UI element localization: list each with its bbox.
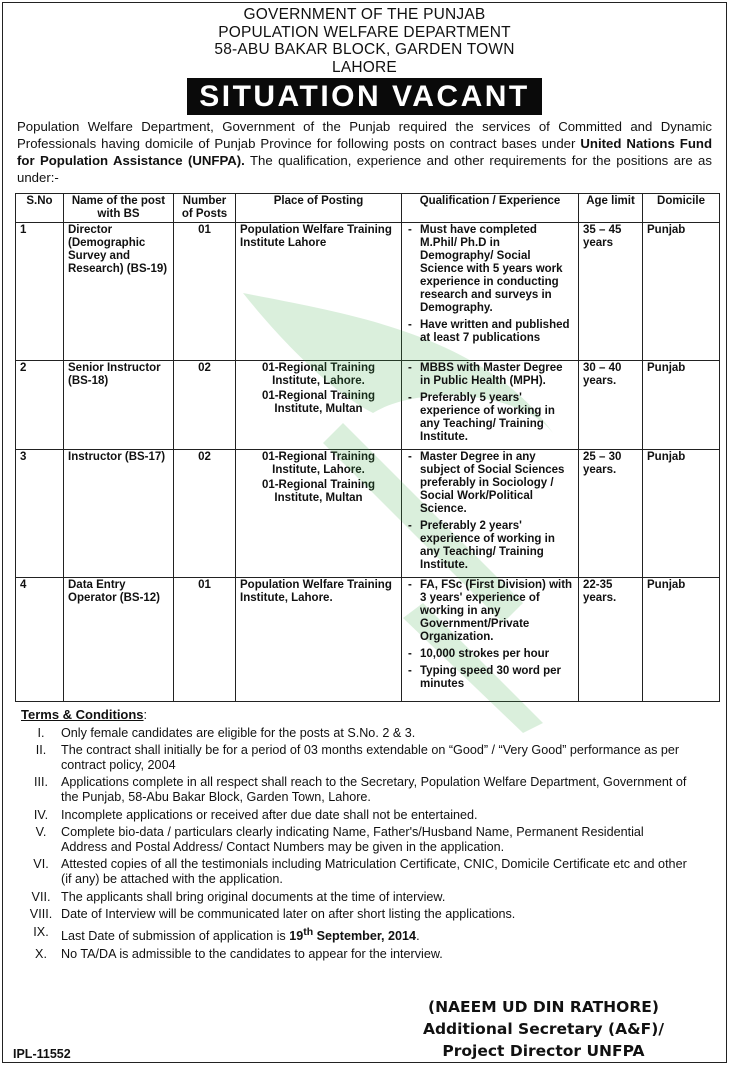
- term-item-last-date: [21, 925, 726, 944]
- cell-post: Director (Demographic Survey and Research) (BS-19): [64, 223, 174, 361]
- table-row: [16, 361, 720, 450]
- signatory-name: (NAEEM UD DIN RATHORE): [427, 998, 659, 1016]
- cell-posting: [236, 361, 402, 450]
- col-sno: S.No: [16, 194, 64, 223]
- cell-qualification: [402, 361, 579, 450]
- signature-block: [423, 996, 664, 1062]
- cell-age: 22-35 years.: [579, 578, 643, 702]
- header-line-2: POPULATION WELFARE DEPARTMENT: [218, 23, 511, 41]
- col-domicile: Domicile: [643, 194, 720, 223]
- term-number: IX.: [33, 924, 49, 939]
- signatory-title-2: Project Director UNFPA: [442, 1042, 645, 1060]
- table-row: [16, 223, 720, 361]
- term-item: [21, 947, 726, 962]
- qualification-item: - 10,000 strokes per hour: [406, 648, 574, 661]
- cell-domicile: Punjab: [643, 578, 720, 702]
- table-header-row: [16, 194, 720, 223]
- cell-posting: [236, 223, 402, 361]
- cell-posts: 02: [174, 361, 236, 450]
- advertisement-page: [2, 2, 727, 1063]
- qualification-item: - MBBS with Master Degree in Public Health (MPH).: [406, 362, 574, 388]
- intro-bold: United Nations Fund for Population Assistance (UNFPA).: [17, 136, 712, 168]
- posting-line: Population Welfare Training Institute Lahore: [240, 224, 392, 249]
- term-text: [61, 925, 691, 944]
- positions-table: [15, 193, 720, 702]
- term-item: [21, 825, 726, 854]
- cell-sno: 2: [16, 361, 64, 450]
- cell-posts: 01: [174, 223, 236, 361]
- signatory-title-1: Additional Secretary (A&F)/: [422, 1020, 664, 1038]
- qualification-item: - Preferably 5 years' experience of working in any Teaching/ Training Institute.: [406, 392, 574, 444]
- last-date-suffix: th: [303, 925, 314, 938]
- header-line-3: 58-ABU BAKAR BLOCK, GARDEN TOWN: [214, 41, 515, 58]
- situation-vacant-banner: SITUATION VACANT: [187, 78, 542, 115]
- col-place-of-posting: Place of Posting: [236, 194, 402, 223]
- intro-text-2: The qualification, experience and other requirements for the positions are as under:-: [17, 153, 712, 185]
- term-number: II.: [35, 743, 47, 758]
- term-number: I.: [37, 725, 45, 740]
- cell-post: Instructor (BS-17): [64, 450, 174, 578]
- cell-domicile: Punjab: [643, 361, 720, 450]
- table-row: [16, 450, 720, 578]
- term-number: III.: [34, 775, 48, 790]
- cell-posts: 01: [174, 578, 236, 702]
- term-text: Applications complete in all respect shall reach to the Secretary, Population Welfare Department, Government of the Punjab, 58-Abu Bakar Block, Garden Town, Lahore.: [61, 775, 687, 804]
- cell-posts: 02: [174, 450, 236, 578]
- term-text: No TA/DA is admissible to the candidates to appear for the interview.: [61, 946, 443, 961]
- term-number: VII.: [31, 889, 51, 904]
- term-number: V.: [35, 825, 47, 840]
- col-post-name: Name of the post with BS: [64, 194, 174, 223]
- term-item: [21, 808, 726, 823]
- qualification-item: - Preferably 2 years' experience of working in any Teaching/ Training Institute.: [406, 520, 574, 572]
- header-line-4: LAHORE: [332, 58, 397, 76]
- posting-line: 01-Regional Training Institute, Lahore.: [261, 451, 376, 476]
- cell-domicile: Punjab: [643, 450, 720, 578]
- terms-section: Terms & Conditions: I. Only female candidates are eligible for the posts at S.No. 2 & 3. II. The contract shall initially be for a period of 03 months extendable on “Good” / “Very Good” performance as per contract policy, 2004 III. Applications complete in all respect shall reach to the Secretary, Population Welfare Department, Government of the Punjab, 58-Abu Bakar Block, Garden Town, Lahore. IV. Incomplete applications or received after due date shall not be entertained. V. Complete bio-data / particulars clearly indicating Name, Father's/Husband Name, Permanent Residential Address and Postal Address/ Contact Numbers may be given in the application. VI. Attested copies of all the testimonials including Matriculation Certificate, CNIC, Domicile Certificate etc and other (if any) be attached with the application. VII. The applicants shall bring original documents at the time of interview. VIII. Date of Interview will be communicated later on after short listing the applications. IX. Last Date of submission of application is 19th September, 2014. X. No TA/DA is admissible to the candidates to appear for the interview.: [21, 708, 726, 961]
- term-text: Complete bio-data / particulars clearly indicating Name, Father's/Husband Name, Permanent Residential Address and Postal Address/ Contact Numbers may be given in the application.: [61, 825, 644, 854]
- last-date-day: 19: [289, 928, 304, 943]
- term-text: The contract shall initially be for a period of 03 months extendable on “Good” / “Very Good” performance as per contract policy, 2004: [61, 743, 680, 772]
- last-date-period: .: [416, 928, 420, 943]
- term-text: Only female candidates are eligible for the posts at S.No. 2 & 3.: [61, 725, 416, 740]
- posting-line: 01-Regional Training Institute, Multan: [261, 390, 376, 415]
- last-date-prefix: Last Date of submission of application is: [61, 928, 290, 943]
- term-item: [21, 857, 726, 886]
- table-row: [16, 578, 720, 702]
- intro-paragraph: [17, 118, 712, 186]
- last-date-month-year: September, 2014: [313, 928, 417, 943]
- cell-age: 35 – 45 years: [579, 223, 643, 361]
- term-item: [21, 726, 726, 741]
- term-text: Attested copies of all the testimonials including Matriculation Certificate, CNIC, Domicile Certificate etc and other (if any) be attached with the application.: [61, 857, 687, 886]
- qualification-item: - Master Degree in any subject of Social Sciences preferably in Sociology / Social Work/Political Science.: [406, 451, 574, 516]
- cell-age: 30 – 40 years.: [579, 361, 643, 450]
- header: [3, 6, 726, 76]
- col-qualification: Qualification / Experience: [402, 194, 579, 223]
- term-item: [21, 907, 726, 922]
- cell-sno: 1: [16, 223, 64, 361]
- cell-sno: 4: [16, 578, 64, 702]
- term-number: IV.: [33, 807, 49, 822]
- qualification-item: - FA, FSc (First Division) with 3 years' experience of working in any Government/Private Organization.: [406, 579, 574, 644]
- cell-age: 25 – 30 years.: [579, 450, 643, 578]
- term-item: [21, 743, 726, 772]
- cell-posting: [236, 578, 402, 702]
- intro-text-1: Population Welfare Department, Government of the Punjab required the services of Committed and Dynamic Professionals having domicile of Punjab Province for following posts on contract bases under: [17, 119, 712, 151]
- term-text: The applicants shall bring original documents at the time of interview.: [61, 889, 446, 904]
- term-number: X.: [35, 946, 47, 961]
- cell-qualification: [402, 450, 579, 578]
- posting-line: 01-Regional Training Institute, Lahore.: [261, 362, 376, 387]
- term-text: Incomplete applications or received after due date shall not be entertained.: [61, 807, 478, 822]
- header-line-1: GOVERNMENT OF THE PUNJAB: [243, 6, 486, 23]
- cell-domicile: Punjab: [643, 223, 720, 361]
- posting-line: 01-Regional Training Institute, Multan: [261, 479, 376, 504]
- ipl-number: IPL-11552: [13, 1047, 71, 1061]
- cell-sno: 3: [16, 450, 64, 578]
- cell-post: Senior Instructor (BS-18): [64, 361, 174, 450]
- term-item: [21, 775, 726, 804]
- cell-post: Data Entry Operator (BS-12): [64, 578, 174, 702]
- terms-title: Terms & Conditions: [21, 707, 144, 722]
- cell-qualification: [402, 223, 579, 361]
- qualification-item: - Have written and published at least 7 publications: [406, 319, 574, 345]
- qualification-item: - Must have completed M.Phil/ Ph.D in Demography/ Social Science with 5 years work experience in conducting research and surveys in Demography.: [406, 224, 574, 315]
- posting-line: Population Welfare Training Institute, Lahore.: [240, 579, 392, 604]
- term-item: [21, 890, 726, 905]
- term-number: VI.: [33, 857, 49, 872]
- cell-qualification: [402, 578, 579, 702]
- term-number: VIII.: [29, 907, 53, 922]
- term-text: Date of Interview will be communicated later on after short listing the applications.: [61, 907, 516, 922]
- col-age-limit: Age limit: [579, 194, 643, 223]
- qualification-item: - Typing speed 30 word per minutes: [406, 665, 574, 691]
- col-number-of-posts: Number of Posts: [174, 194, 236, 223]
- cell-posting: [236, 450, 402, 578]
